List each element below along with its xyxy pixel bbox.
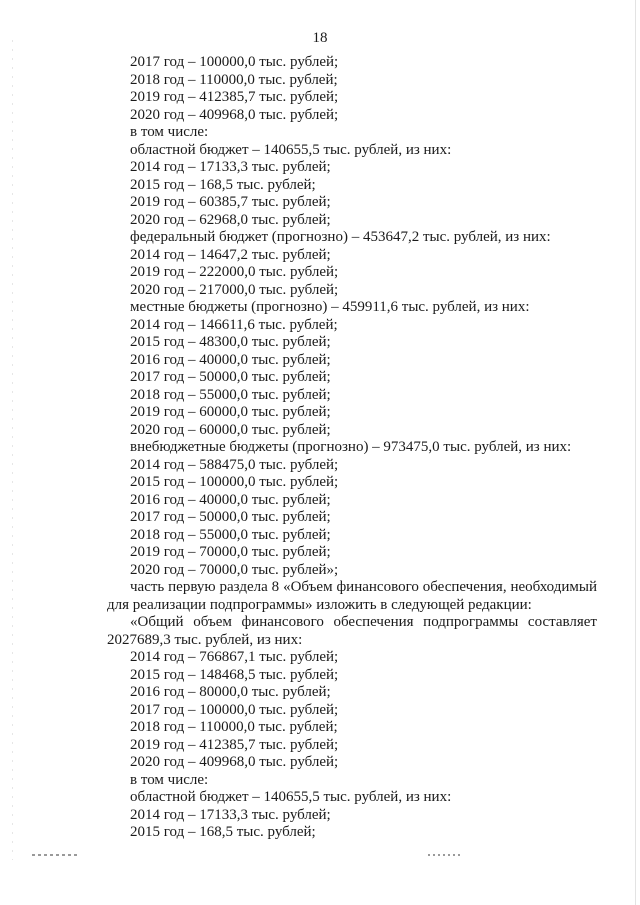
text-line: областной бюджет – 140655,5 тыс. рублей, из них: [130,141,452,158]
text-line: 2018 год – 55000,0 тыс. рублей; [130,386,331,403]
text-line: 2027689,3 тыс. рублей, из них: [107,631,303,648]
text-line: «Общий объем финансового обеспечения подпрограммы составляет [130,614,597,630]
text-line: 2017 год – 50000,0 тыс. рублей; [130,369,331,385]
text-line: 2015 год – 168,5 тыс. рублей; [130,176,316,193]
text-line: областной бюджет – 140655,5 тыс. рублей, из них: [130,789,452,805]
document-body [107,54,597,842]
text-line: в том числе: [130,124,209,140]
text-line: в том числе: [130,771,209,788]
text-line: 2017 год – 100000,0 тыс. рублей; [130,701,339,718]
scan-edge-right [635,0,636,905]
text-line: 2014 год – 588475,0 тыс. рублей; [130,456,339,473]
text-line: 2016 год – 40000,0 тыс. рублей; [130,351,331,368]
text-line: 2019 год – 60000,0 тыс. рублей; [130,404,331,420]
text-line: 2020 год – 409968,0 тыс. рублей; [130,754,339,770]
text-line: 2015 год – 48300,0 тыс. рублей; [130,334,331,350]
text-line: 2019 год – 222000,0 тыс. рублей; [130,264,339,280]
page-number: 18 [312,30,328,46]
scan-mark-right [428,854,462,856]
text-line: 2020 год – 60000,0 тыс. рублей; [130,421,331,438]
text-line: 2019 год – 60385,7 тыс. рублей; [130,194,331,210]
text-line: федеральный бюджет (прогнозно) – 453647,2 тыс. рублей, из них: [130,229,551,245]
scan-edge-left [12,40,13,860]
text-line: 2014 год – 146611,6 тыс. рублей; [130,316,338,333]
text-line: 2017 год – 50000,0 тыс. рублей; [130,509,331,525]
text-line: 2019 год – 412385,7 тыс. рублей; [130,736,339,753]
text-line: 2017 год – 100000,0 тыс. рублей; [130,54,339,70]
text-line: 2014 год – 766867,1 тыс. рублей; [130,649,339,665]
text-line: 2019 год – 70000,0 тыс. рублей; [130,544,331,560]
text-line: 2015 год – 168,5 тыс. рублей; [130,824,316,840]
text-line: 2014 год – 14647,2 тыс. рублей; [130,246,331,263]
text-line: 2018 год – 110000,0 тыс. рублей; [130,71,338,88]
text-line: часть первую раздела 8 «Объем финансового обеспечения, необходимый [130,579,597,595]
text-line: 2014 год – 17133,3 тыс. рублей; [130,159,331,175]
text-line: внебюджетные бюджеты (прогнозно) – 973475,0 тыс. рублей, из них: [130,439,572,455]
text-line: 2016 год – 80000,0 тыс. рублей; [130,684,331,700]
text-line: 2020 год – 217000,0 тыс. рублей; [130,281,339,298]
text-line: 2019 год – 412385,7 тыс. рублей; [130,89,339,105]
text-line: 2015 год – 100000,0 тыс. рублей; [130,474,339,490]
text-line: 2018 год – 110000,0 тыс. рублей; [130,719,338,735]
text-line: 2020 год – 70000,0 тыс. рублей»; [130,561,339,578]
text-line: 2015 год – 148468,5 тыс. рублей; [130,666,339,683]
text-line: 2020 год – 62968,0 тыс. рублей; [130,211,331,228]
text-line: местные бюджеты (прогнозно) – 459911,6 тыс. рублей, из них: [130,299,530,315]
text-line: 2016 год – 40000,0 тыс. рублей; [130,491,331,508]
text-line: 2014 год – 17133,3 тыс. рублей; [130,806,331,823]
text-line: 2020 год – 409968,0 тыс. рублей; [130,106,339,123]
scan-mark-left [32,854,78,856]
text-line: для реализации подпрограммы» изложить в следующей редакции: [107,596,532,613]
text-line: 2018 год – 55000,0 тыс. рублей; [130,526,331,543]
